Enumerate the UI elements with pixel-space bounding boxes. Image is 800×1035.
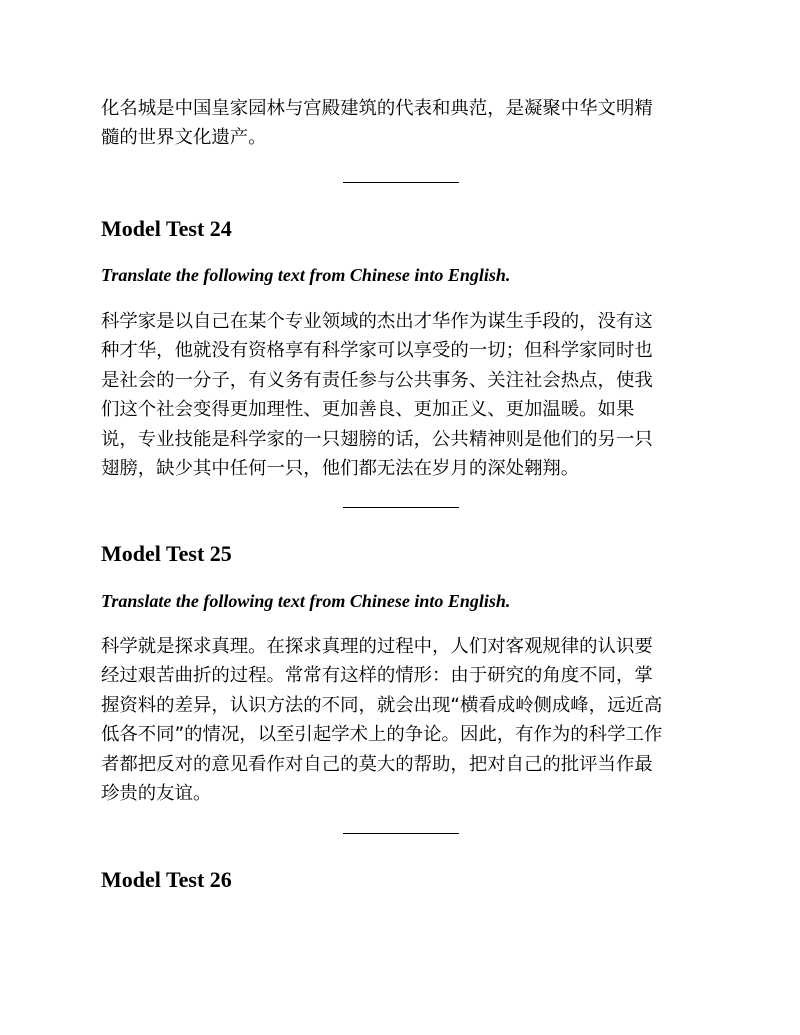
intro-paragraph (101, 94, 701, 153)
text-line: 髓的世界文化遗产。 (101, 127, 267, 149)
text-line: 科学家是以自己在某个专业领域的杰出才华作为谋生手段的，没有这 (101, 311, 653, 332)
text-line: 们这个社会变得更加理性、更加善良、更加正义、更加温暖。如果 (101, 399, 635, 421)
text-line: 科学就是探求真理。在探求真理的过程中，人们对客观规律的认识要 (101, 636, 653, 657)
section-paragraph (101, 632, 701, 808)
section-paragraph (101, 307, 701, 483)
text-line: 珍贵的友谊。 (101, 783, 212, 805)
section-instruction: Translate the following text from Chinese into English. (101, 591, 511, 611)
section-heading: Model Test 26 (101, 867, 232, 892)
section-divider (343, 182, 459, 183)
text-line: 是社会的一分子，有义务有责任参与公共事务、关注社会热点，使我 (101, 369, 653, 391)
text-line: 者都把反对的意见看作对自己的莫大的帮助，把对自己的批评当作最 (101, 753, 653, 775)
section-heading: Model Test 24 (101, 216, 232, 241)
section-instruction: Translate the following text from Chinese into English. (101, 265, 511, 285)
section-heading: Model Test 25 (101, 541, 232, 566)
text-line: 种才华，他就没有资格享有科学家可以享受的一切；但科学家同时也 (101, 340, 653, 362)
text-line: 化名城是中国皇家园林与宫殿建筑的代表和典范，是凝聚中华文明精 (101, 98, 653, 119)
section-divider (343, 507, 459, 508)
text-line: 握资料的差异，认识方法的不同，就会出现“横看成岭侧成峰，远近高 (101, 694, 663, 716)
text-line: 说，专业技能是科学家的一只翅膀的话，公共精神则是他们的另一只 (101, 428, 653, 450)
text-line: 经过艰苦曲折的过程。常常有这样的情形：由于研究的角度不同，掌 (101, 665, 653, 687)
text-line: 低各不同”的情况，以至引起学术上的争论。因此，有作为的科学工作 (101, 724, 663, 746)
text-line: 翅膀，缺少其中任何一只，他们都无法在岁月的深处翱翔。 (101, 458, 580, 480)
section-divider (343, 833, 459, 834)
